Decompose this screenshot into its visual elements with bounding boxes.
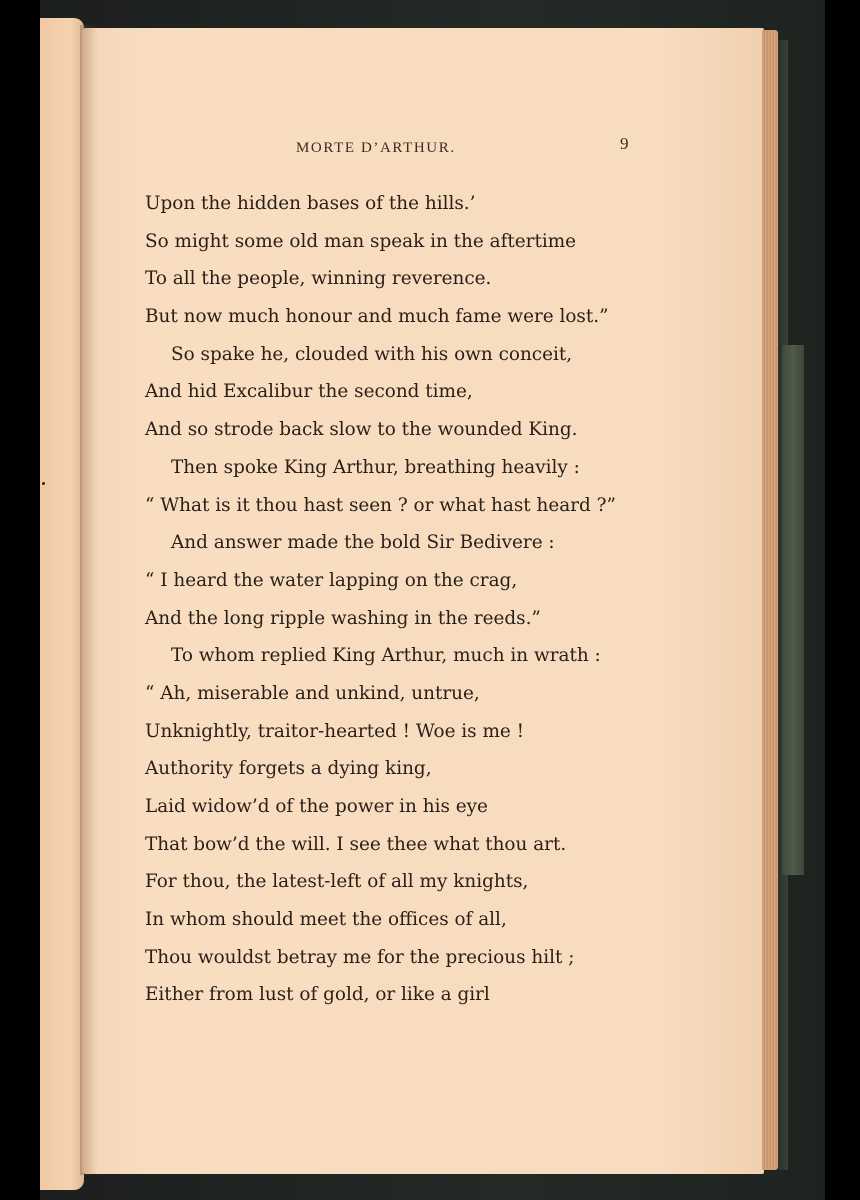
poem-line: “ I heard the water lapping on the crag,: [145, 569, 518, 591]
facing-page-edge: [40, 18, 84, 1190]
poem-line: “ What is it thou hast seen ? or what hast heard ?”: [145, 494, 616, 516]
poem-line: So spake he, clouded with his own conceit,: [171, 343, 573, 365]
poem-line: For thou, the latest-left of all my knights,: [145, 871, 529, 893]
poem-line: And answer made the bold Sir Bedivere :: [171, 532, 555, 554]
poem-line: Then spoke King Arthur, breathing heavily :: [171, 456, 580, 478]
poem-line: Authority forgets a dying king,: [145, 758, 432, 780]
poem-line: So might some old man speak in the aftertime: [145, 230, 577, 252]
poem-line: That bow’d the will. I see thee what thou art.: [145, 833, 567, 855]
poem-line: And so strode back slow to the wounded King.: [145, 419, 578, 441]
running-title: MORTE D’ARTHUR.: [296, 140, 456, 156]
poem-line: Either from lust of gold, or like a girl: [145, 984, 490, 1006]
poem-line: Unknightly, traitor-hearted ! Woe is me !: [145, 720, 525, 742]
page-edges: [762, 30, 778, 1170]
poem-line: And the long ripple washing in the reeds.”: [145, 607, 541, 629]
poem-text: [145, 185, 665, 1014]
poem-line: And hid Excalibur the second time,: [145, 381, 473, 403]
ribbon-bookmark: [782, 345, 804, 875]
facing-page-mark: [42, 482, 45, 485]
poem-line: In whom should meet the offices of all,: [145, 909, 507, 931]
poem-line: To all the people, winning reverence.: [145, 268, 492, 290]
poem-line: But now much honour and much fame were lost.”: [145, 306, 609, 328]
page-gutter-shadow: [80, 25, 98, 1175]
poem-line: Laid widow’d of the power in his eye: [145, 796, 488, 817]
poem-line: “ Ah, miserable and unkind, untrue,: [145, 682, 480, 704]
poem-line: To whom replied King Arthur, much in wrath :: [171, 645, 601, 667]
page-number: 9: [620, 134, 629, 153]
poem-line: Thou wouldst betray me for the precious hilt ;: [145, 946, 575, 968]
poem-line: Upon the hidden bases of the hills.’: [145, 193, 476, 214]
